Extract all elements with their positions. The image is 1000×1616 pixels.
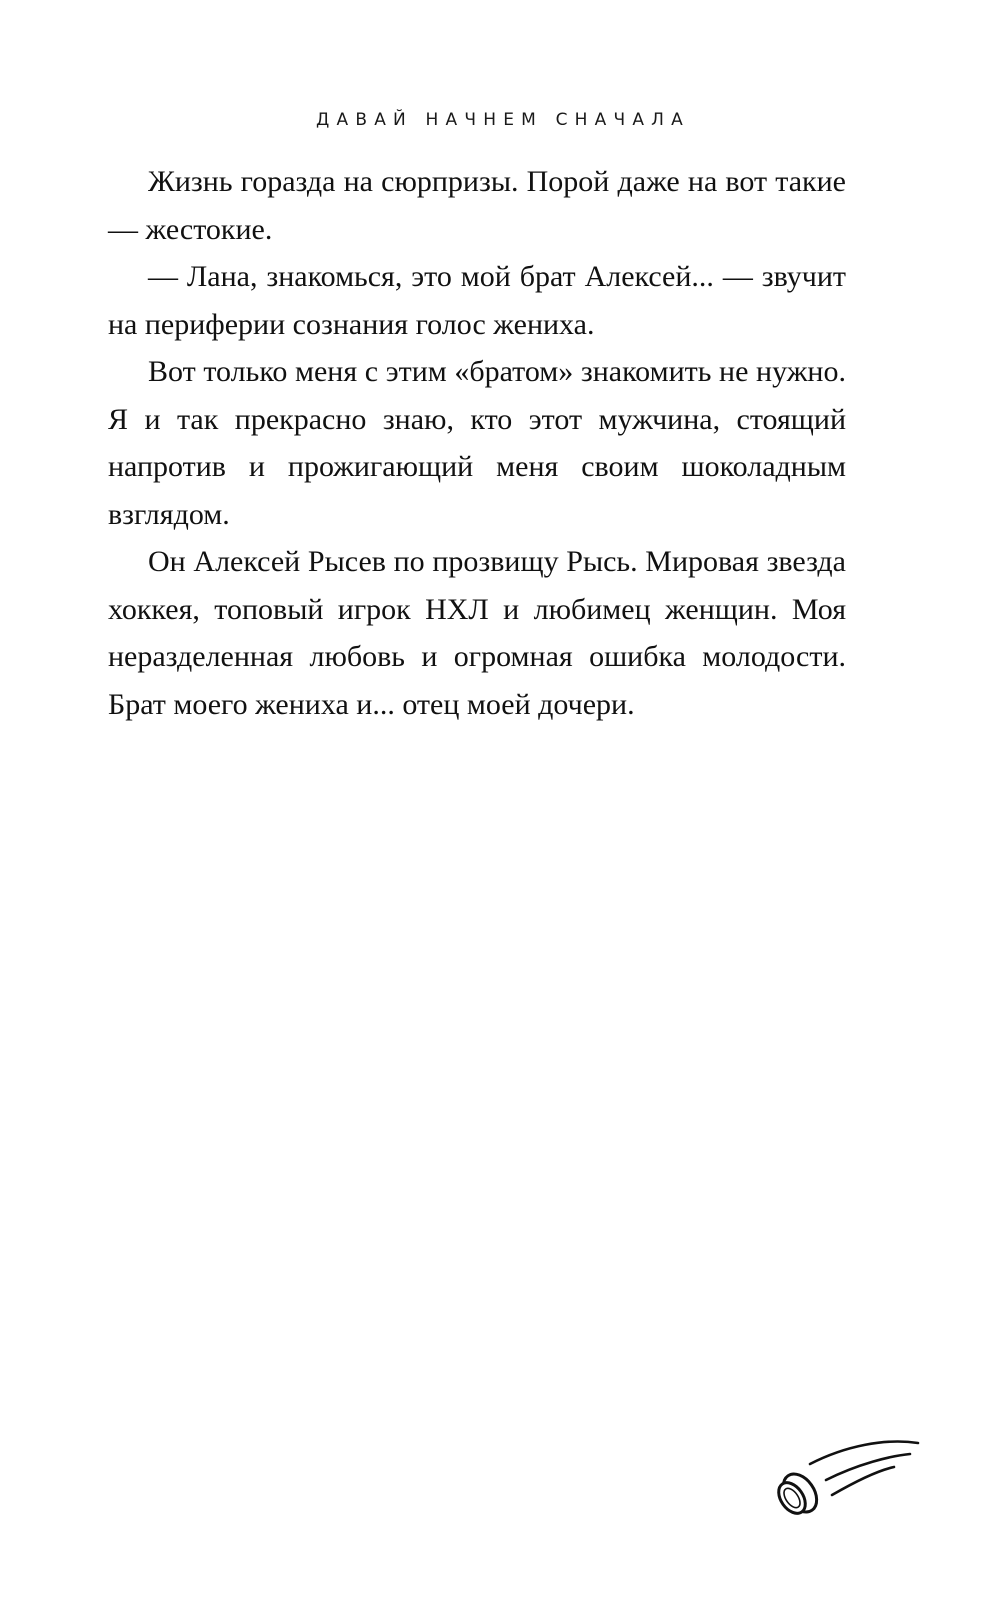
running-title: ДАВАЙ НАЧНЕМ СНАЧАЛА — [316, 110, 690, 130]
body-text — [108, 158, 846, 728]
paragraph: — Лана, знакомься, это мой брат Алексей... — звучит на периферии сознания голос жениха. — [108, 260, 846, 341]
hockey-puck-icon — [770, 1440, 920, 1520]
paragraph: Жизнь горазда на сюрпризы. Порой даже на вот такие — жестокие. — [108, 165, 846, 246]
paragraph: Вот только меня с этим «братом» знакомить не нужно. Я и так прекрасно знаю, кто этот мужчина, стоящий напротив и прожигающий меня своим шоколадным взглядом. — [108, 355, 846, 531]
paragraph: Он Алексей Рысев по прозвищу Рысь. Мировая звезда хоккея, топовый игрок НХЛ и любимец женщин. Моя неразделенная любовь и огромная ошибка молодости. Брат моего жениха и... отец моей дочери. — [108, 545, 846, 721]
